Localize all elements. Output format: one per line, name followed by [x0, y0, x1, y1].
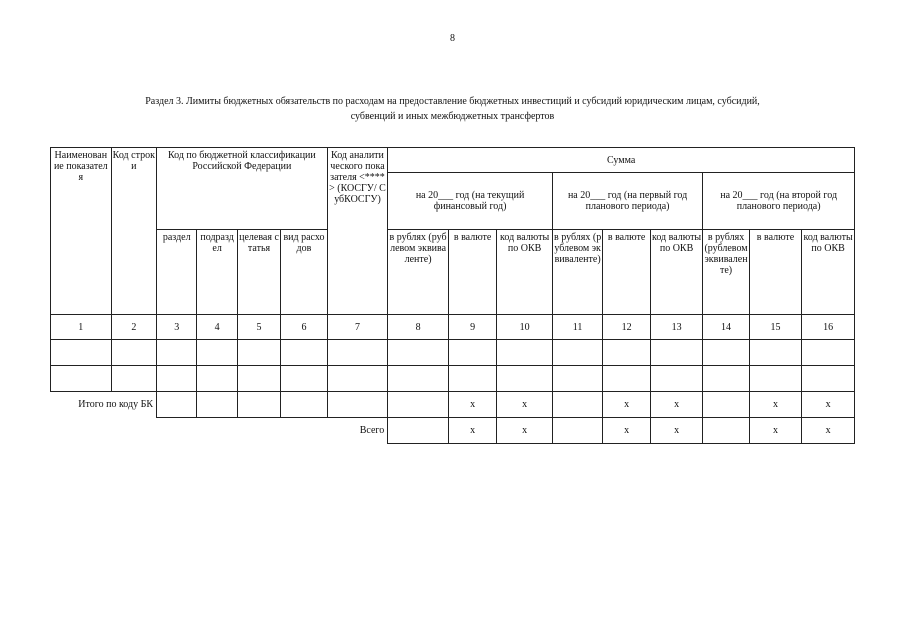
col-number: 3 [157, 315, 197, 340]
table-cell[interactable] [703, 366, 749, 392]
header-period-current: на 20___ год (на текущий финансовый год) [388, 173, 553, 230]
table-cell[interactable] [157, 340, 197, 366]
table-cell[interactable] [388, 366, 449, 392]
col-number: 12 [603, 315, 650, 340]
table-cell[interactable] [749, 366, 802, 392]
table-cell[interactable] [650, 366, 703, 392]
header-currency-second: в валюте [749, 230, 802, 315]
x-mark: x [802, 418, 855, 444]
table-cell[interactable] [703, 392, 749, 418]
col-number: 13 [650, 315, 703, 340]
x-mark: x [497, 392, 553, 418]
x-mark: x [497, 418, 553, 444]
header-indicator-name: Наименование показателя [51, 148, 112, 315]
x-mark: x [448, 392, 496, 418]
total-all-label: Всего [359, 425, 385, 437]
header-row-1 [51, 148, 855, 173]
table-cell[interactable] [703, 340, 749, 366]
header-expense-type: вид расходов [281, 230, 327, 315]
table-cell[interactable] [388, 392, 449, 418]
table-cell[interactable] [603, 366, 650, 392]
table-cell[interactable] [157, 366, 197, 392]
col-number: 6 [281, 315, 327, 340]
col-number: 1 [51, 315, 112, 340]
table-cell[interactable] [650, 340, 703, 366]
table-cell[interactable] [388, 340, 449, 366]
col-number: 2 [111, 315, 156, 340]
column-numbers-row [51, 315, 855, 340]
section-title-line-2: субвенций и иных межбюджетных трансфертов [350, 111, 555, 122]
x-mark: x [650, 418, 703, 444]
table-cell[interactable] [197, 366, 237, 392]
table-row [51, 366, 855, 392]
col-number: 15 [749, 315, 802, 340]
header-period-first: на 20___ год (на первый год планового периода) [552, 173, 702, 230]
header-okv-first: код валюты по ОКВ [650, 230, 703, 315]
table-cell[interactable] [111, 340, 156, 366]
header-subsection: подраздел [197, 230, 237, 315]
table-cell[interactable] [448, 366, 496, 392]
header-rub-current: в рублях (рублевом эквиваленте) [388, 230, 449, 315]
table-cell[interactable] [497, 340, 553, 366]
col-number: 10 [497, 315, 553, 340]
header-sum: Сумма [388, 148, 855, 173]
x-mark: x [603, 418, 650, 444]
table-cell[interactable] [281, 366, 327, 392]
page-number: 8 [450, 33, 455, 44]
x-mark: x [650, 392, 703, 418]
table-cell[interactable] [448, 340, 496, 366]
col-number: 4 [197, 315, 237, 340]
header-section: раздел [157, 230, 197, 315]
header-row-3 [51, 230, 855, 315]
col-number: 14 [703, 315, 749, 340]
header-row-code: Код строки [111, 148, 156, 315]
col-number: 8 [388, 315, 449, 340]
total-all-row [51, 418, 855, 444]
table-row [51, 340, 855, 366]
table-cell[interactable] [237, 366, 280, 392]
header-target-article: целевая статья [237, 230, 280, 315]
table-cell[interactable] [281, 392, 327, 418]
x-mark: x [749, 392, 802, 418]
table-cell[interactable] [802, 340, 855, 366]
table-cell[interactable] [197, 392, 237, 418]
table-cell[interactable] [237, 392, 280, 418]
header-period-second: на 20___ год (на второй год планового периода) [703, 173, 855, 230]
table-cell[interactable] [197, 340, 237, 366]
table-cell[interactable] [327, 392, 388, 418]
table-cell[interactable] [237, 340, 280, 366]
section-title-line-1: Раздел 3. Лимиты бюджетных обязательств по расходам на предоставление бюджетных инвестиций и субсидий юридическим лицам, субсидий, [145, 96, 760, 107]
table-cell[interactable] [749, 340, 802, 366]
table-cell[interactable] [327, 366, 388, 392]
section-title [60, 94, 845, 124]
col-number: 5 [237, 315, 280, 340]
x-mark: x [749, 418, 802, 444]
table-cell[interactable] [703, 418, 749, 444]
x-mark: x [603, 392, 650, 418]
header-budget-classification: Код по бюджетной классификации Российской Федерации [157, 148, 328, 230]
table-cell[interactable] [327, 340, 388, 366]
table-cell[interactable] [603, 340, 650, 366]
header-okv-second: код валюты по ОКВ [802, 230, 855, 315]
header-rub-first: в рублях (рублевом эквиваленте) [552, 230, 602, 315]
table-cell[interactable] [51, 340, 112, 366]
col-number: 9 [448, 315, 496, 340]
header-rub-second: в рублях (рублевом эквиваленте) [703, 230, 749, 315]
header-okv-current: код валюты по ОКВ [497, 230, 553, 315]
header-analytic-code: Код аналитического показателя <****> (КОСГУ/ СубКОСГУ) [327, 148, 388, 315]
budget-limits-table [50, 147, 855, 444]
total-by-bk-row [51, 392, 855, 418]
x-mark: x [802, 392, 855, 418]
header-currency-first: в валюте [603, 230, 650, 315]
table-cell[interactable] [552, 340, 602, 366]
col-number: 11 [552, 315, 602, 340]
col-number: 16 [802, 315, 855, 340]
table-cell[interactable] [552, 418, 602, 444]
table-cell[interactable] [281, 340, 327, 366]
table-cell[interactable] [157, 392, 197, 418]
table-cell[interactable] [552, 392, 602, 418]
total-by-bk-label: Итого по коду БК [78, 399, 154, 411]
x-mark: x [448, 418, 496, 444]
table-cell[interactable] [802, 366, 855, 392]
table-cell[interactable] [552, 366, 602, 392]
table-cell[interactable] [51, 366, 112, 392]
table-cell[interactable] [388, 418, 449, 444]
header-currency-current: в валюте [448, 230, 496, 315]
table-cell[interactable] [497, 366, 553, 392]
table-cell[interactable] [111, 366, 156, 392]
col-number: 7 [327, 315, 388, 340]
